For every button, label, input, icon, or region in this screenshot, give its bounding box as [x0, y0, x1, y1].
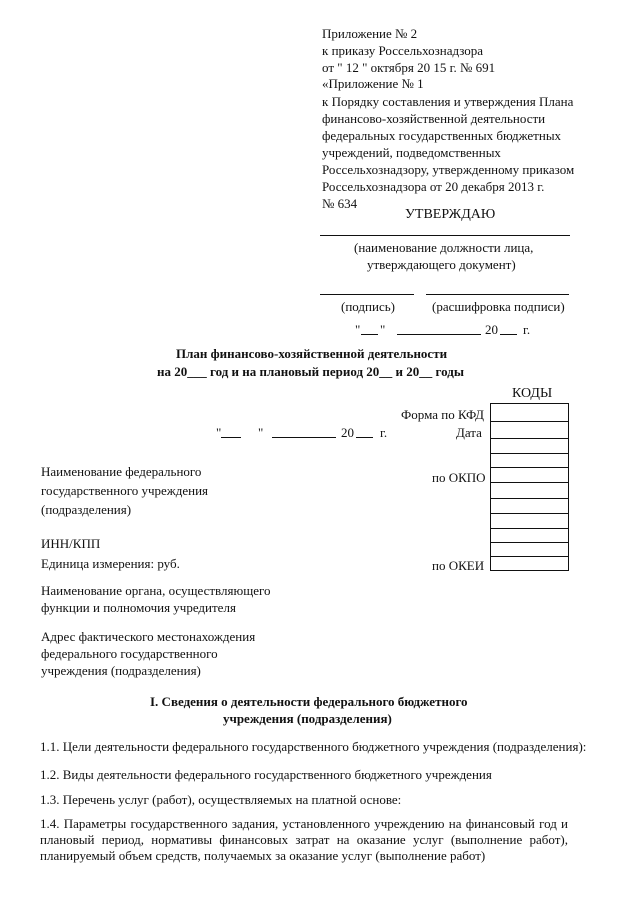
institution-label: (подразделения)	[41, 502, 132, 517]
codes-row-divider	[491, 556, 568, 557]
header-line: финансово-хозяйственной деятельности	[322, 111, 546, 126]
section-item: 1.3. Перечень услуг (работ), осуществляемых на платной основе:	[40, 792, 402, 807]
codes-row-divider	[491, 438, 568, 439]
section-item: 1.1. Цели деятельности федерального государственного бюджетного учреждения (подразделения):	[40, 739, 587, 754]
section-title: I. Сведения о деятельности федерального бюджетного	[150, 694, 468, 709]
position-line	[320, 235, 570, 236]
institution-label: Наименование федерального	[41, 464, 202, 479]
month-blank	[272, 437, 336, 438]
codes-table	[490, 403, 569, 571]
codes-label-okei: по ОКЕИ	[432, 558, 485, 573]
institution-label: государственного учреждения	[41, 483, 209, 498]
year-suffix: г.	[523, 322, 531, 337]
year-blank	[500, 334, 517, 335]
founder-label: Наименование органа, осуществляющего	[41, 583, 271, 598]
decode-caption: (расшифровка подписи)	[432, 299, 565, 314]
day-blank	[361, 334, 378, 335]
codes-row-divider	[491, 513, 568, 514]
plan-subtitle: на 20___ год и на плановый период 20__ и 20__ годы	[157, 364, 464, 379]
codes-row-divider	[491, 542, 568, 543]
header-line: к Порядку составления и утверждения Плана	[322, 94, 574, 109]
approve-title: УТВЕРЖДАЮ	[405, 207, 496, 222]
header-line: Приложение № 2	[322, 26, 418, 41]
address-label: федерального государственного	[41, 646, 218, 661]
codes-label-okpo: по ОКПО	[432, 470, 486, 485]
section-title: учреждения (подразделения)	[223, 711, 392, 726]
inn-label: ИНН/КПП	[41, 536, 101, 551]
codes-row-divider	[491, 528, 568, 529]
quote: "	[258, 425, 264, 440]
year-prefix: 20	[485, 322, 498, 337]
header-line: Россельхознадзору, утвержденному приказом	[322, 162, 575, 177]
codes-label-date: Дата	[456, 425, 482, 440]
month-blank	[397, 334, 481, 335]
header-line: учреждений, подведомственных	[322, 145, 501, 160]
header-line: к приказу Россельхознадзора	[322, 43, 484, 58]
codes-row-divider	[491, 467, 568, 468]
address-label: Адрес фактического местонахождения	[41, 629, 256, 644]
header-line: от " 12 " октября 20 15 г. № 691	[322, 60, 496, 75]
codes-row-divider	[491, 421, 568, 422]
header-line: «Приложение № 1	[322, 76, 424, 91]
quote: "	[216, 425, 222, 440]
codes-row-divider	[491, 453, 568, 454]
signature-line	[320, 294, 414, 295]
codes-label-kfd: Форма по КФД	[401, 407, 485, 422]
year-blank	[356, 437, 373, 438]
day-blank	[221, 437, 241, 438]
position-caption: утверждающего документ)	[367, 257, 516, 272]
plan-title: План финансово-хозяйственной деятельности	[176, 346, 448, 361]
header-line: Россельхознадзора от 20 декабря 2013 г.	[322, 179, 545, 194]
codes-row-divider	[491, 482, 568, 483]
address-label: учреждения (подразделения)	[41, 663, 201, 678]
codes-row-divider	[491, 498, 568, 499]
quote: "	[380, 322, 386, 337]
unit-label: Единица измерения: руб.	[41, 556, 180, 571]
section-item: 1.2. Виды деятельности федерального государственного бюджетного учреждения	[40, 767, 492, 782]
header-line: федеральных государственных бюджетных	[322, 128, 562, 143]
year-suffix: г.	[380, 425, 388, 440]
quote: "	[355, 322, 361, 337]
header-line: № 634	[322, 196, 358, 211]
position-caption: (наименование должности лица,	[354, 240, 534, 255]
section-item: 1.4. Параметры государственного задания, установленного учреждению на финансовый год и плановый период, нормативы финансовых затрат на оказание услуг (выполнение работ), планируемый объем средств, получаемых за оказание услуг (выполнение работ)	[40, 816, 568, 863]
signature-caption: (подпись)	[341, 299, 395, 314]
year-prefix: 20	[341, 425, 354, 440]
decode-line	[426, 294, 569, 295]
codes-header: КОДЫ	[512, 386, 553, 401]
founder-label: функции и полномочия учредителя	[41, 600, 236, 615]
